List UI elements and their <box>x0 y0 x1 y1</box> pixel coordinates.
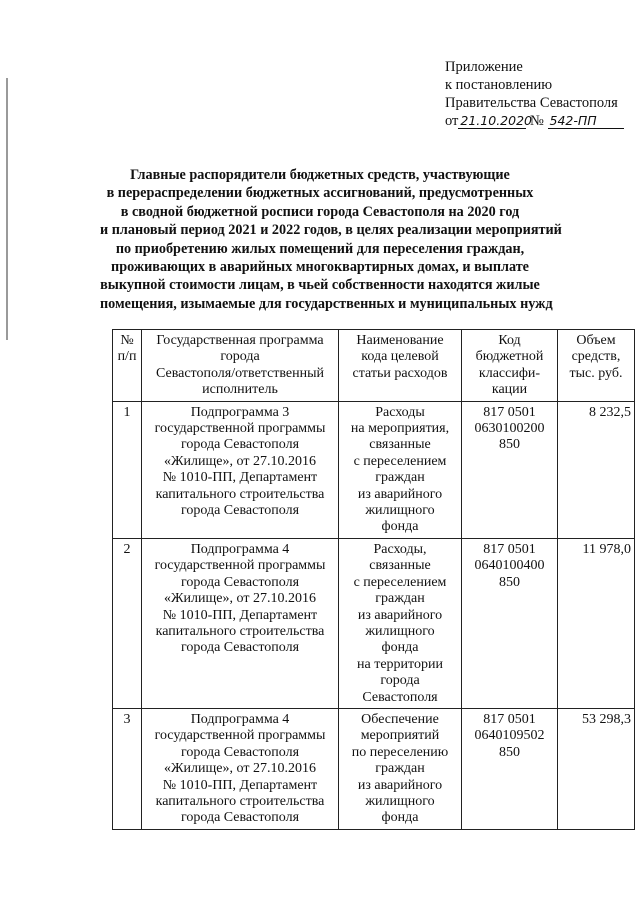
cell-num: 3 <box>113 708 142 829</box>
cell-num: 2 <box>113 538 142 708</box>
handwritten-date: 21.10.2020 <box>460 113 532 128</box>
distributors-table <box>112 329 635 830</box>
cell-name: Расходы на мероприятия, связанные с переселением граждан из аварийного жилищного фонда <box>339 401 462 538</box>
title-line: проживающих в аварийных многоквартирных домах, и выплате <box>111 259 529 276</box>
header-name: Наименование кода целевой статьи расходов <box>339 330 462 402</box>
table-row <box>113 708 635 829</box>
appendix-date-line <box>445 112 635 130</box>
cell-code: 817 0501 0640109502 850 <box>462 708 558 829</box>
appendix-line-3: Правительства Севастополя <box>445 95 618 111</box>
cell-program: Подпрограмма 3 государственной программы города Севастополя «Жилище», от 27.10.2016 № 1010-ПП, Департамент капитального строительства города Севастополя <box>142 401 339 538</box>
header-num: № п/п <box>113 330 142 402</box>
cell-code: 817 0501 0630100200 850 <box>462 401 558 538</box>
cell-program: Подпрограмма 4 государственной программы города Севастополя «Жилище», от 27.10.2016 № 1010-ПП, Департамент капитального строительства города Севастополя <box>142 538 339 708</box>
title-line: и плановый период 2021 и 2022 годов, в целях реализации мероприятий <box>100 222 562 239</box>
title-line: в перераспределении бюджетных ассигнований, предусмотренных <box>106 185 534 202</box>
title-line: выкупной стоимости лицам, в чьей собственности находятся жилые <box>100 277 540 294</box>
header-volume: Объем средств, тыс. руб. <box>558 330 635 402</box>
header-program: Государственная программа города Севастополя/ответственный исполнитель <box>142 330 339 402</box>
title-line: Главные распорядители бюджетных средств, участвующие <box>130 167 510 183</box>
number-prefix: № <box>530 113 544 129</box>
appendix-line-1: Приложение <box>445 59 523 75</box>
handwritten-number: 542-ПП <box>548 114 624 129</box>
page-margin-line <box>6 78 8 340</box>
cell-volume: 11 978,0 <box>558 538 635 708</box>
cell-num: 1 <box>113 401 142 538</box>
cell-volume: 53 298,3 <box>558 708 635 829</box>
document-title <box>100 166 562 313</box>
header-code: Код бюджетной классифи- кации <box>462 330 558 402</box>
date-prefix: от <box>445 113 459 129</box>
appendix-block <box>445 58 635 130</box>
cell-volume: 8 232,5 <box>558 401 635 538</box>
table-row <box>113 538 635 708</box>
cell-program: Подпрограмма 4 государственной программы города Севастополя «Жилище», от 27.10.2016 № 1010-ПП, Департамент капитального строительства города Севастополя <box>142 708 339 829</box>
cell-name: Обеспечение мероприятий по переселению граждан из аварийного жилищного фонда <box>339 708 462 829</box>
cell-code: 817 0501 0640100400 850 <box>462 538 558 708</box>
table-row <box>113 401 635 538</box>
title-line: по приобретению жилых помещений для переселения граждан, <box>115 240 525 257</box>
title-line: в сводной бюджетной росписи города Севастополя на 2020 год <box>120 203 520 220</box>
table-header-row <box>113 330 635 402</box>
appendix-line-2: к постановлению <box>445 77 553 93</box>
cell-name: Расходы, связанные с переселением граждан из аварийного жилищного фонда на территории города Севастополя <box>339 538 462 708</box>
title-line: помещения, изымаемые для государственных и муниципальных нужд <box>100 295 553 312</box>
